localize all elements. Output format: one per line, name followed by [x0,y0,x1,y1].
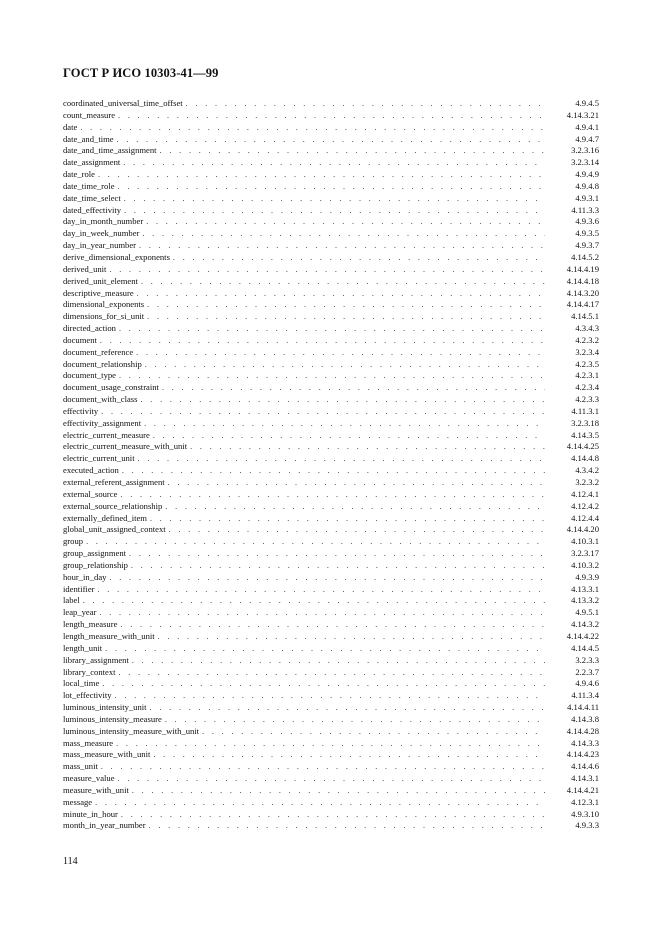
index-reference: 3.2.3.4 [575,346,599,357]
index-entry [63,98,599,110]
page-number: 114 [63,856,78,867]
index-reference: 4.14.4.18 [566,275,599,286]
dot-leader [165,501,545,513]
index-entry [63,441,599,453]
dot-leader [149,820,545,832]
dot-leader [109,572,545,584]
index-reference: 4.9.3.10 [571,808,599,819]
index-reference: 4.14.4.6 [571,761,599,772]
index-entry [63,359,599,371]
index-term: derived_unit [63,263,107,274]
dot-leader [169,524,545,536]
dot-leader [138,453,545,465]
document-header: ГОСТ Р ИСО 10303-41—99 [63,66,219,80]
index-entry [63,240,599,252]
index-term: global_unit_assigned_context [63,524,166,535]
index-reference: 4.14.3.20 [566,287,599,298]
dot-leader [150,513,545,525]
index-reference: 4.14.4.23 [566,749,599,760]
index-reference: 4.11.3.3 [571,204,599,215]
index-term: date_role [63,169,95,180]
index-reference: 4.14.3.3 [571,737,599,748]
index-reference: 4.14.4.20 [566,524,599,535]
dot-leader [109,264,545,276]
index-reference: 4.9.5.1 [575,607,599,618]
dot-leader [140,394,545,406]
dot-leader [129,548,545,560]
index-term: group_assignment [63,548,127,559]
index-term: lot_effectivity [63,690,112,701]
index-entry [63,228,599,240]
index-entry [63,216,599,228]
dot-leader [119,370,545,382]
dot-leader [121,809,545,821]
index-term: message [63,796,93,807]
dot-leader [147,311,545,323]
index-term: electric_current_measure_with_unit [63,441,188,452]
index-term: luminous_intensity_measure [63,713,162,724]
index-term: document_relationship [63,358,142,369]
dot-leader [124,205,545,217]
index-reference: 3.2.3.16 [571,145,599,156]
index-term: document [63,334,97,345]
index-term: length_measure [63,619,118,630]
index-term: dimensions_for_si_unit [63,311,145,322]
index-term: date_time_select [63,192,121,203]
index-reference: 3.2.3.14 [571,157,599,168]
index-reference: 4.14.5.2 [571,251,599,262]
index-entry [63,655,599,667]
index-entry [63,524,599,536]
index-term: external_source [63,488,118,499]
index-entry [63,453,599,465]
index-entry [63,311,599,323]
index-term: library_context [63,666,116,677]
index-reference: 4.14.3.1 [571,773,599,784]
index-term: length_measure_with_unit [63,630,155,641]
dot-leader [119,667,546,679]
index-reference: 4.14.4.25 [566,441,599,452]
index-entry [63,584,599,596]
index-entry [63,797,599,809]
index-entry [63,193,599,205]
dot-leader [132,785,545,797]
index-entry [63,406,599,418]
index-entry [63,809,599,821]
index-term: hour_in_day [63,571,107,582]
dot-leader [139,240,545,252]
index-term: electric_current_unit [63,453,135,464]
dot-leader [124,193,545,205]
index-term: directed_action [63,323,116,334]
index-entry [63,501,599,513]
index-reference: 4.3.4.2 [575,465,599,476]
index-term: document_reference [63,346,134,357]
index-reference: 4.14.4.5 [571,642,599,653]
index-reference: 4.9.3.6 [575,216,599,227]
dot-leader [160,145,545,157]
index-reference: 4.9.4.9 [575,169,599,180]
index-entry [63,299,599,311]
index-term: date_and_time_assignment [63,145,157,156]
index-entry [63,288,599,300]
index-term: date [63,121,78,132]
index-term: descriptive_measure [63,287,134,298]
index-reference: 4.3.4.3 [575,323,599,334]
index-reference: 4.9.3.7 [575,240,599,251]
dot-leader [173,252,545,264]
index-entry [63,619,599,631]
index-reference: 4.12.4.2 [571,500,599,511]
index-entry [63,323,599,335]
index-term: externally_defined_item [63,512,147,523]
index-reference: 4.14.4.21 [566,784,599,795]
dot-leader [120,619,545,631]
index-reference: 4.14.5.1 [571,311,599,322]
dot-leader [83,595,545,607]
dot-leader [168,477,545,489]
index-entry [63,145,599,157]
index-term: length_unit [63,642,103,653]
index-entry [63,690,599,702]
dot-leader [120,489,545,501]
index-term: date_assignment [63,157,121,168]
index-reference: 4.9.4.1 [575,121,599,132]
dot-leader [98,584,546,596]
index-reference: 4.9.4.5 [575,98,599,108]
index-reference: 4.14.4.17 [566,299,599,310]
index-reference: 4.14.3.8 [571,713,599,724]
index-reference: 4.9.3.5 [575,228,599,239]
index-entry [63,726,599,738]
index-entry [63,572,599,584]
index-reference: 4.14.4.8 [571,453,599,464]
index-term: date_and_time [63,133,114,144]
index-reference: 4.9.3.1 [575,192,599,203]
index-entry [63,678,599,690]
index-term: derive_dimensional_exponents [63,251,170,262]
dot-leader [122,465,545,477]
index-term: day_in_week_number [63,228,140,239]
index-entry [63,489,599,501]
index-reference: 4.9.3.3 [575,820,599,831]
dot-leader [105,643,545,655]
dot-leader [116,738,545,750]
index-entry [63,169,599,181]
index-entry [63,667,599,679]
index-term: effectivity [63,405,99,416]
index-entry [63,714,599,726]
dot-leader [118,773,545,785]
index-reference: 4.2.3.4 [575,382,599,393]
dot-leader [153,430,545,442]
index-reference: 4.14.3.5 [571,429,599,440]
dot-leader [95,797,545,809]
index-term: group_relationship [63,559,128,570]
index-entry [63,548,599,560]
index-entry [63,536,599,548]
dot-leader [99,607,545,619]
index-reference: 4.11.3.1 [571,405,599,416]
index-term: month_in_year_number [63,820,146,831]
index-entry [63,607,599,619]
dot-leader [115,690,545,702]
index-entry [63,749,599,761]
index-entry [63,513,599,525]
index-term: dated_effectivity [63,204,122,215]
index-entry [63,820,599,832]
index-term: day_in_year_number [63,240,137,251]
dot-leader [137,288,545,300]
dot-leader [102,678,545,690]
index-term: library_assignment [63,654,129,665]
index-reference: 4.2.3.5 [575,358,599,369]
index-term: date_time_role [63,180,115,191]
index-entry [63,560,599,572]
dot-leader [141,276,545,288]
index-reference: 4.9.4.8 [575,180,599,191]
dot-leader [202,726,545,738]
index-reference: 4.2.3.3 [575,394,599,405]
index-entry [63,181,599,193]
index-entry [63,465,599,477]
index-entry [63,394,599,406]
index-reference: 4.14.3.21 [566,109,599,120]
index-entry [63,595,599,607]
index-reference: 3.2.3.2 [575,477,599,487]
index-term: external_referent_assignment [63,477,165,487]
index-entry [63,477,599,489]
index-entry [63,702,599,714]
index-reference: 3.2.3.3 [575,654,599,665]
index-entry [63,252,599,264]
dot-leader [132,655,545,667]
index-reference: 3.2.3.18 [571,417,599,428]
dot-leader [144,418,545,430]
index-entry [63,264,599,276]
index-entry [63,761,599,773]
index-term: group [63,536,84,547]
dot-leader [147,299,545,311]
dot-leader [186,98,545,110]
index-entry [63,157,599,169]
index-term: dimensional_exponents [63,299,145,310]
index-reference: 4.2.3.2 [575,334,599,345]
index-entry [63,631,599,643]
index-entry [63,347,599,359]
index-term: identifier [63,583,95,594]
index-entry [63,335,599,347]
dot-leader [119,323,545,335]
index-entry [63,134,599,146]
index-term: label [63,595,80,606]
index-term: mass_measure [63,737,114,748]
index-entry [63,418,599,430]
index-entry [63,738,599,750]
index-term: external_source_relationship [63,500,163,511]
index-reference: 4.10.3.1 [571,536,599,547]
index-entry [63,122,599,134]
dot-leader [190,441,545,453]
index-term: mass_unit [63,761,98,772]
index-entry [63,430,599,442]
index-reference: 4.11.3.4 [571,690,599,701]
index-term: coordinated_universal_time_offset [63,98,183,108]
index-reference: 3.2.3.17 [571,548,599,559]
index-term: effectivity_assignment [63,417,142,428]
index-term: measure_value [63,773,115,784]
dot-leader [80,122,545,134]
index-entry [63,785,599,797]
index-entry [63,773,599,785]
dot-leader [117,134,545,146]
index-entry [63,382,599,394]
index-reference: 4.12.4.4 [571,512,599,523]
index-reference: 4.12.3.1 [571,796,599,807]
dot-leader [165,714,545,726]
index-term: electric_current_measure [63,429,150,440]
index-term: leap_year [63,607,97,618]
index-reference: 4.14.4.19 [566,263,599,274]
dot-leader [101,761,545,773]
dot-leader [118,181,545,193]
index-term: luminous_intensity_unit [63,702,147,713]
index-reference: 4.14.4.11 [567,702,599,713]
dot-leader [98,169,545,181]
index-term: day_in_month_number [63,216,144,227]
index-reference: 4.14.3.2 [571,619,599,630]
index-reference: 4.13.3.1 [571,583,599,594]
index-reference: 4.13.3.2 [571,595,599,606]
index-reference: 2.2.3.7 [575,666,599,677]
index-term: count_measure [63,109,116,120]
dot-leader [101,406,545,418]
dot-leader [162,382,545,394]
index-reference: 4.14.4.28 [566,725,599,736]
index-term: document_usage_constraint [63,382,159,393]
dot-leader [145,359,545,371]
index-entry [63,370,599,382]
dot-leader [131,560,545,572]
dot-leader [153,749,545,761]
dot-leader [118,110,545,122]
dot-leader [146,216,545,228]
dot-leader [158,631,545,643]
index-reference: 4.9.4.6 [575,678,599,689]
index-reference: 4.12.4.1 [571,488,599,499]
dot-leader [100,335,545,347]
index-term: derived_unit_element [63,275,138,286]
index-reference: 4.2.3.1 [575,370,599,381]
index-term: local_time [63,678,100,689]
index-entry [63,205,599,217]
index-entry [63,643,599,655]
index-term: luminous_intensity_measure_with_unit [63,725,200,736]
index-entry [63,276,599,288]
dot-leader [136,347,545,359]
dot-leader [150,702,545,714]
index-list [63,98,599,832]
index-term: measure_with_unit [63,784,129,795]
index-reference: 4.9.4.7 [575,133,599,144]
index-term: document_with_class [63,394,138,405]
dot-leader [142,228,545,240]
index-reference: 4.9.3.9 [575,571,599,582]
index-reference: 4.14.4.22 [566,630,599,641]
index-term: document_type [63,370,116,381]
dot-leader [86,536,545,548]
dot-leader [123,157,545,169]
index-term: executed_action [63,465,119,476]
index-reference: 4.10.3.2 [571,559,599,570]
index-term: minute_in_hour [63,808,118,819]
index-term: mass_measure_with_unit [63,749,151,760]
index-entry [63,110,599,122]
